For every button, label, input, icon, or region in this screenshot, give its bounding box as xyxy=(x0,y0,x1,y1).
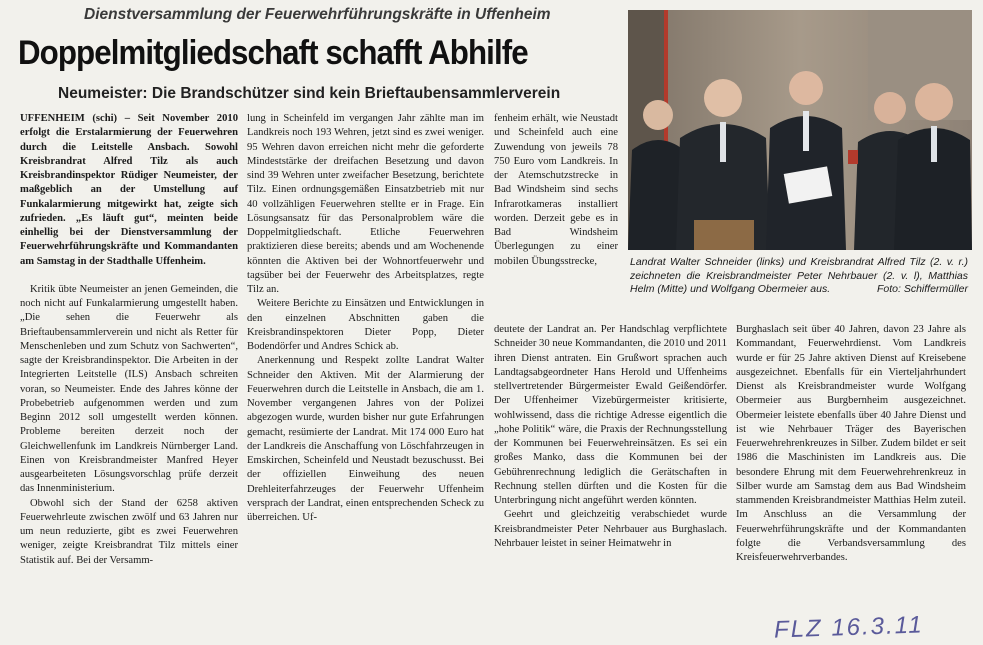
article-column-1 xyxy=(20,112,238,568)
handwritten-stamp: FLZ 16.3.11 xyxy=(773,611,925,644)
article-column-3 xyxy=(494,323,727,551)
paragraph: Anerkennung und Respekt zollte Landrat Walter Schneider den Aktiven. Mit der Alarmierung der Feuerwehren durch die Leitstelle in Ansbach, die am 1. November vergangenen Jahres von der Polizei abgezogen wurde, wurden bisher nur gute Erfahrungen gemacht, resümierte der Landrat. Mit 174 000 Euro hat der Landkreis die Anschaffung von Löschfahrzeugen in Emskirchen, Scheinfeld und Neustadt bezuschusst. Bei der offiziellen Einweihung des neuen Drehleiterfahrzeuges der Feuerwehr Uffenheim versprach der Landrat, einen entsprechenden Scheck zu überreichen. Uf- xyxy=(247,355,484,523)
photo-caption xyxy=(630,256,968,297)
paragraph: Geehrt und gleichzeitig verabschiedet wurde Kreisbrandmeister Peter Nehrbauer aus Burghaslach. Nehrbauer leistet in seiner Heimatwehr in xyxy=(494,509,727,549)
article-column-2 xyxy=(247,112,484,525)
paragraph: Obwohl sich der Stand der 6258 aktiven Feuerwehrleute zwischen zwölf und 63 Jahren nur um neun reduzierte, gibt es zwei Feuerwehren weniger, zeigte Kreisbrandrat Tilz mittels einer Statistik auf. Bei der Versamm- xyxy=(20,497,238,566)
photo-firefighters xyxy=(628,10,972,250)
paragraph: Kritik übte Neumeister an jenen Gemeinden, die noch nicht auf Funkalarmierung umgestellt haben. „Die sehen die Feuerwehr als Brieftaubensammlerverein und nicht als Retter für Menschenleben und zum Schutz von Sachwerten“, sagte der Kreisbrandinspektor. Die Arbeiten in der Integrierten Leitstelle (ILS) Ansbach schreiten voran, so Neumeister. Ende des Jahres könne der Probebetrieb aufgenommen werden und zum Beginn 2012 soll umgestellt werden können. Probleme bereiten derzeit noch der Gleichwellenfunk im Landkreis Nürnberger Land. Einen von Kreisbrandmeister Manfred Heyer ausgearbeiteten Lösungsvorschlag prüfe derzeit das Innenministerium. xyxy=(20,283,238,495)
photo-credit: Foto: Schiffermüller xyxy=(876,283,968,295)
lead-text: Seit November 2010 erfolgt die Erstalarmierung der Feuerwehren durch die Leitstelle Ansbach. Sowohl Kreisbrandrat Alfred Tilz als auch Kreisbrandinspektor Rüdiger Neumeister, der maßgeblich an der Umstellung auf Funkalarmierung mitgewirkt hat, zeigte sich zufrieden. „Es läuft gut“, meinten beide einhellig bei der Dienstversammlung der Feuerwehrführungskräfte und Kommandanten am Samstag in der Stadthalle Uffenheim. xyxy=(20,113,238,267)
article-column-3-top xyxy=(494,112,618,269)
article-column-4 xyxy=(736,323,966,565)
paragraph: lung in Scheinfeld im vergangen Jahr zählte man im Landkreis noch 193 Wehren, jetzt sind es zwei weniger. 95 Wehren davon erreichen nicht mehr die geforderte Mindeststärke der dreifachen Besetzung und davon sind 39 Wehren unter zweifacher Besetzung, berichtete Tilz. Einen ordnungsgemäßen Einsatzbetrieb mit nur 40 vollzähligen Feuerwehren stellte er in Frage. Ein Lösungsansatz für das Personalproblem wäre die Doppelmitgliedschaft. Etliche Feuerwehren praktizieren diese bereits; abends und am Wochenende könnten die Aktiven bei der Wohnortfeuerwehr und tagsüber bei der Feuerwehr des Arbeitsplatzes, regte Tilz an. xyxy=(247,113,484,295)
headline: Doppelmitgliedschaft schafft Abhilfe xyxy=(18,34,528,72)
paragraph: fenheim erhält, wie Neustadt und Scheinfeld auch eine Zuwendung von jeweils 78 750 Euro vom Landkreis. In der Atemschutzstrecke in Bad Windsheim sind sechs Infrarotkameras installiert worden. Derzeit gebe es in Bad Windsheim Überlegungen zu einer mobilen Übungsstrecke, xyxy=(494,113,618,267)
kicker: Dienstversammlung der Feuerwehrführungskräfte in Uffenheim xyxy=(84,6,551,23)
subheadline: Neumeister: Die Brandschützer sind kein Brieftaubensammlerverein xyxy=(58,85,561,102)
dateline: UFFENHEIM (schi) – xyxy=(20,113,130,124)
paragraph: deutete der Landrat an. Per Handschlag verpflichtete Schneider 30 neue Kommandanten, die 2010 und 2011 ihren Dienst antraten. Ein Grußwort sprachen auch Landtagsabgeordneter Hans Herold und Uffenheims stellvertretender Bürgermeister Ewald Geißendörfer. Der Uffenheimer Vizebürgermeister kritisierte, wohlwissend, dass die richtige Adresse eigentlich die „hohe Politik“ wäre, die Praxis der Rechnungsstellung der Kommunen bei Feuerwehreinsätzen. Es sei ein großes Manko, dass die Kommunen bei der Gebührenrechnung lediglich die Gerätschaften in Rechnung stellen dürften und die Kosten für die Unterbringung nicht angeführt werden könnten. xyxy=(494,324,727,506)
caption-text: Landrat Walter Schneider (links) und Kreisbrandrat Alfred Tilz (2. v. r.) zeichneten die Kreisbrandmeister Peter Nehrbauer (2. v. l), Matthias Helm (Mitte) und Wolfgang Obermeier aus. xyxy=(630,256,968,295)
paragraph: Burghaslach seit über 40 Jahren, davon 23 Jahre als Kommandant, Feuerwehrdienst. Vom Landkreis wurde er für 25 Jahre aktiven Dienst auf Kreisebene ausgezeichnet. Ebenfalls für ein Vierteljahrhundert Dienst als Kreisbrandmeister wurde Wolfgang Obermeier aus Burgbernheim ausgezeichnet. Obermeier leistete ebenfalls über 40 Jahre Dienst und ist wie Nehrbauer Träger des Bayerischen Feuerwehrehrenkreuzes in Silber. Zudem bildet er seit 1986 die Maschinisten im Landkreis aus. Die besondere Ehrung mit dem Feuerwehrehrenkreuz in Silber wurde am Samstag dem aus Bad Windsheim stammenden Kreisbrandmeister Matthias Helm zuteil. Im Anschluss an die Versammlung der Feuerwehrführungskräfte und der Kommandanten folgte die Verbandsversammlung des Kreisfeuerwehrverbandes. xyxy=(736,324,966,563)
lead-paragraph xyxy=(20,112,238,269)
paragraph: Weitere Berichte zu Einsätzen und Entwicklungen in den einzelnen Abschnitten gaben die Kreisbrandinspektoren Dieter Popp, Dieter Bodendörfer und Andres Schick ab. xyxy=(247,298,484,352)
